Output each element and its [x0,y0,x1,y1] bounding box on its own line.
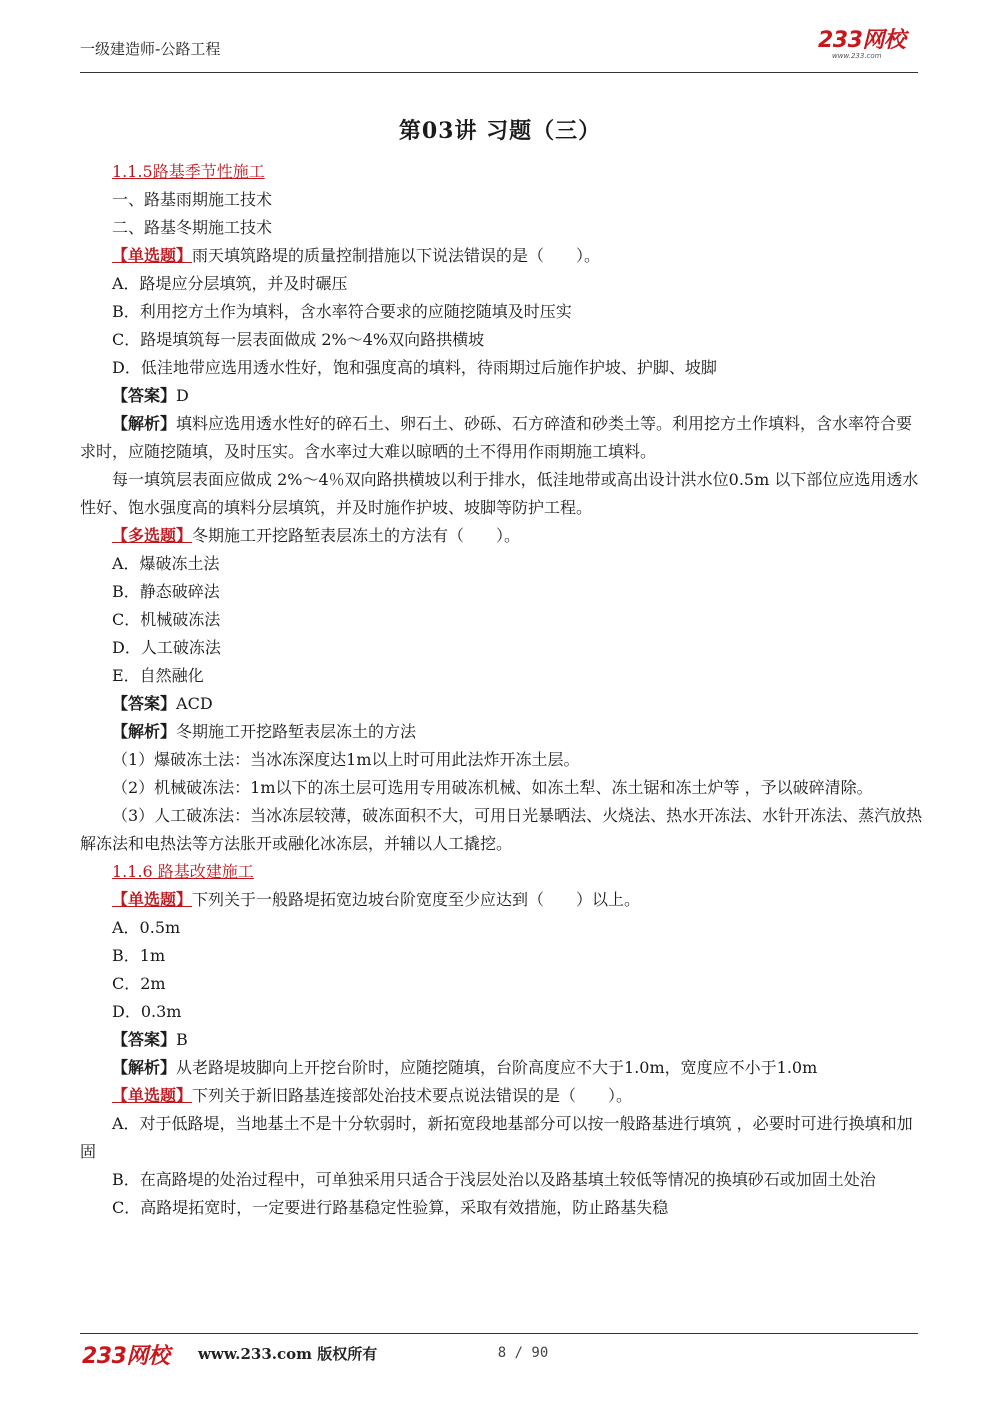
analysis-text: 冬期施工开挖路堑表层冻土的方法 [176,722,417,741]
option-d: D．人工破冻法 [112,638,221,657]
question-text: 下列关于一般路堤拓宽边坡台阶宽度至少应达到（ ）以上。 [192,890,641,909]
option-a: A．爆破冻土法 [112,554,220,573]
question-text: 下列关于新旧路基连接部处治技术要点说法错误的是（ ）。 [192,1086,633,1105]
question-stem [80,242,925,270]
analysis-line [80,718,925,746]
option-d: D．低洼地带应选用透水性好，饱和强度高的填料，待雨期过后施作护坡、护脚、坡脚 [112,358,717,377]
subheading: 二、路基冬期施工技术 [112,218,273,237]
question-type-tag[interactable]: 【单选题】 [112,890,193,909]
analysis-text: 填料应选用透水性好的碎石土、卵石土、砂砾、石方碎渣和砂类土等。利用挖方土作填料，含水率符合要求时，应随挖随填，及时压实。含水率过大难以晾晒的土不得用作雨期施工填料。 [80,414,913,461]
question-type-tag[interactable]: 【单选题】 [112,1086,193,1105]
option-c: C．2m [112,974,166,993]
document-body [80,158,925,1222]
header-divider [80,72,918,73]
section-heading [80,158,925,186]
analysis-line [80,1054,925,1082]
brand-logo [818,30,918,64]
question-stem [80,1082,925,1110]
analysis-tag: 【解析】 [112,414,177,433]
section-heading-link[interactable]: 1.1.6 路基改建施工 [112,862,254,881]
answer-line [80,1026,925,1054]
logo-text: 233网校 [818,28,906,53]
option-c: C．路堤填筑每一层表面做成 2%～4%双向路拱横坡 [112,330,485,349]
option-c: C．高路堤拓宽时，一定要进行路基稳定性验算，采取有效措施，防止路基失稳 [112,1198,669,1217]
analysis-method: （2）机械破冻法：1m以下的冻土层可选用专用破冻机械、如冻土犁、冻土锯和冻土炉等 ，予以破碎清除。 [112,778,873,797]
option-a: A．0.5m [112,918,181,937]
option-a: A．对于低路堤，当地基土不是十分软弱时，新拓宽段地基部分可以按一般路基进行填筑 ，必要时可进行换填和加固 [80,1114,913,1161]
subheading: 一、路基雨期施工技术 [112,190,273,209]
section-heading [80,858,925,886]
option-b: B．在高路堤的处治过程中，可单独采用只适合于浅层处治以及路基填土较低等情况的换填砂石或加固土处治 [112,1170,876,1189]
answer-tag: 【答案】 [112,1030,177,1049]
option-b: B．1m [112,946,166,965]
question-type-tag[interactable]: 【多选题】 [112,526,193,545]
option-a: A．路堤应分层填筑，并及时碾压 [112,274,348,293]
option-d: D．0.3m [112,1002,182,1021]
answer-tag: 【答案】 [112,386,177,405]
analysis-method: （1）爆破冻土法：当冰冻深度达1m以上时可用此法炸开冻土层。 [112,750,580,769]
question-text: 冬期施工开挖路堑表层冻土的方法有（ ）。 [192,526,521,545]
course-title: 一级建造师-公路工程 [80,40,221,58]
answer-line [80,690,925,718]
logo-url: www.233.com [832,52,882,60]
option-b: B．静态破碎法 [112,582,220,601]
analysis-method: （3）人工破冻法：当冰冻层较薄，破冻面积不大，可用日光暴晒法、火烧法、热水开冻法、水针开冻法、蒸汽放热解冻法和电热法等方法胀开或融化冰冻层，并辅以人工撬挖。 [80,806,923,853]
option-b: B．利用挖方土作为填料，含水率符合要求的应随挖随填及时压实 [112,302,572,321]
question-stem [80,886,925,914]
page-number: 8 / 90 [497,1345,549,1361]
analysis-paragraph: 每一填筑层表面应做成 2%～4％双向路拱横坡以利于排水，低洼地带或高出设计洪水位0.5m 以下部位应选用透水性好、饱水强度高的填料分层填筑，并及时施作护坡、坡脚等防护工程。 [80,470,919,517]
option-c: C．机械破冻法 [112,610,221,629]
section-heading-link[interactable]: 1.1.5路基季节性施工 [112,162,265,181]
answer-tag: 【答案】 [112,694,177,713]
option-e: E．自然融化 [112,666,204,685]
answer-value: D [176,386,189,405]
analysis-tag: 【解析】 [112,1058,177,1077]
answer-value: B [176,1030,188,1049]
footer-copyright: www.233.com 版权所有 [198,1345,378,1363]
footer-logo: 233网校 [82,1344,170,1369]
analysis-tag: 【解析】 [112,722,177,741]
answer-line [80,382,925,410]
question-type-tag[interactable]: 【单选题】 [112,246,193,265]
analysis-text: 从老路堤坡脚向上开挖台阶时，应随挖随填，台阶高度应不大于1.0m，宽度应不小于1.0m [176,1058,818,1077]
analysis-paragraph [80,410,925,466]
page-title: 第03讲 习题（三） [398,118,602,144]
question-text: 雨天填筑路堤的质量控制措施以下说法错误的是（ ）。 [192,246,601,265]
question-stem [80,522,925,550]
footer-divider [80,1333,918,1334]
answer-value: ACD [176,694,213,713]
